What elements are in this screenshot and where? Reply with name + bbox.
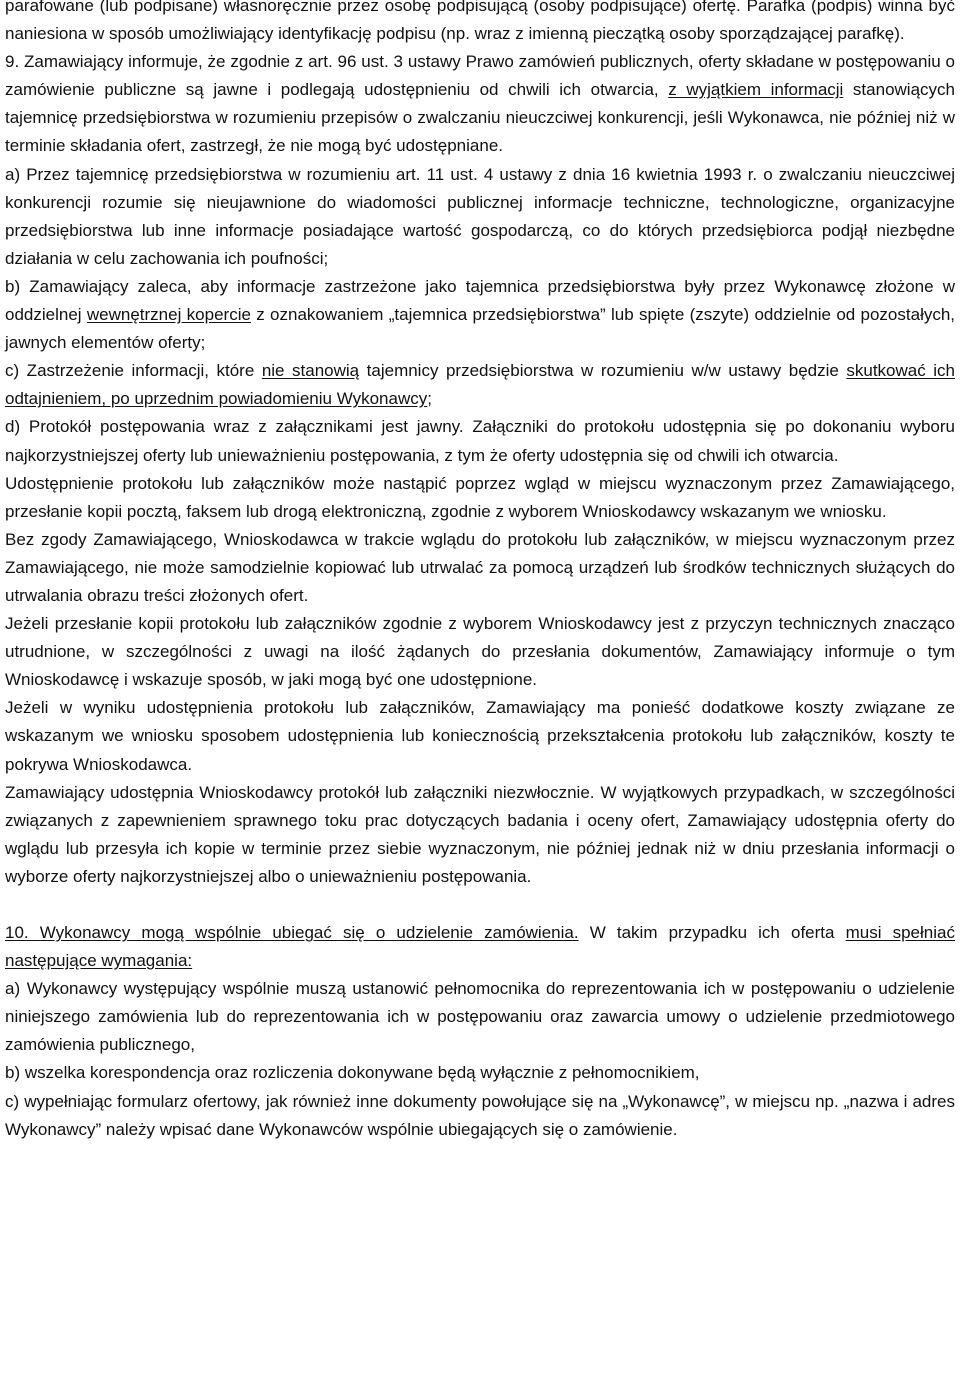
paragraph-9b-envelope xyxy=(5,273,955,357)
paragraph-10b-correspondence: b) wszelka korespondencja oraz rozliczenia dokonywane będą wyłącznie z pełnomocnikiem, xyxy=(5,1063,700,1083)
p9-underlined-exception: z wyjątkiem informacji xyxy=(668,80,844,100)
paragraph-immediate-sharing: Zamawiający udostępnia Wnioskodawcy protokół lub załączniki niezwłocznie. W wyjątkowych przypadkach, w szczególności związanych z zapewnieniem sprawnego toku prac dotyczących badania i oceny ofert, Zamawiający udostępnia oferty do wglądu lub przesyła ich kopie w terminie przez siebie wyznaczonym, nie później jednak niż w dniu przesłania informacji o wyborze oferty najkorzystniejszej albo o unieważnieniu postępowania. xyxy=(5,782,955,886)
p9c-text-b: tajemnicy przedsiębiorstwa w rozumieniu w/w ustawy będzie xyxy=(359,361,847,381)
p9b-text-b: z oznakowaniem „tajemnica przedsiębiorstwa” lub spięte (zszyte) oddzielnie od pozostałych, jawnych elementów oferty; xyxy=(5,305,956,353)
paragraph-technical-difficulty: Jeżeli przesłanie kopii protokołu lub załączników zgodnie z wyborem Wnioskodawcy jest z przyczyn technicznych znacząco utrudnione, w szczególności z uwagi na ilość żądanych do przesłania dokumentów, Zamawiający informuje o tym Wnioskodawcę i wskazuje sposób, w jaki mogą być one udostępnione. xyxy=(5,614,955,690)
p10-text-a: W takim przypadku ich oferta xyxy=(578,923,846,942)
paragraph-10-joint-bid xyxy=(5,919,955,975)
paragraph-10c-offer-form: c) wypełniając formularz ofertowy, jak również inne dokumenty powołujące się na „Wykonawcę”, w miejscu np. „nazwa i adres Wykonawcy” należy wpisać dane Wykonawców wspólnie ubiegających się o zamówienie. xyxy=(5,1091,955,1139)
paragraph-9a-trade-secret: a) Przez tajemnicę przedsiębiorstwa w rozumieniu art. 11 ust. 4 ustawy z dnia 16 kwietnia 1993 r. o zwalczaniu nieuczciwej konkurencji rozumie się nieujawnione do wiadomości publicznej informacje techniczne, technologiczne, organizacyjne przedsiębiorstwa lub inne informacje posiadające wartość gospodarczą, co do których przedsiębiorca podjął niezbędne działania w celu zachowania ich poufności; xyxy=(5,164,955,268)
p9-text-b: stanowiących tajemnicę przedsiębiorstwa w rozumieniu przepisów o zwalczaniu nieuczciwej konkurencji, jeśli Wykonawca, nie później niż w terminie składania ofert, zastrzegł, że nie mogą być udostępniane. xyxy=(5,80,955,156)
p9c-text-a: c) Zastrzeżenie informacji, które xyxy=(5,361,262,381)
paragraph-10a-proxy: a) Wykonawcy występujący wspólnie muszą ustanowić pełnomocnika do reprezentowania ich w postępowaniu o udzielenie niniejszego zamówienia lub do reprezentowania ich w postępowaniu oraz zawarcia umowy o udzielenie przedmiotowego zamówienia publicznego, xyxy=(5,979,955,1055)
p9-text-a: 9. Zamawiający informuje, że zgodnie z art. 96 ust. 3 ustawy Prawo zamówień publicznych, oferty składane w postępowaniu o zamówienie publiczne są jawne i podlegają udostępnieniu od chwili ich otwarcia, xyxy=(5,52,955,100)
p9b-text-a: b) Zamawiający zaleca, aby informacje zastrzeżone jako tajemnica przedsiębiorstwa były przez Wykonawcę złożone w oddzielnej xyxy=(5,276,955,325)
p9c-underlined-1: nie stanowią xyxy=(261,361,360,381)
p10-underlined-heading: 10. Wykonawcy mogą wspólnie ubiegać się o udzielenie zamówienia. xyxy=(5,923,579,942)
paragraph-9-disclosure xyxy=(5,48,955,160)
p9c-underlined-2: skutkować ich odtajnieniem, po uprzednim powiadomieniu Wykonawcy xyxy=(5,361,955,409)
p9c-text-c: ; xyxy=(427,389,432,409)
paragraph-signature: parafowane (lub podpisane) własnoręcznie przez osobę podpisującą (osoby podpisujące) ofertę. Parafka (podpis) winna być naniesiona w sposób umożliwiający identyfikację podpisu (np. wraz z imienną pieczątką osoby sporządzającej parafkę). xyxy=(5,0,955,44)
paragraph-no-copying: Bez zgody Zamawiającego, Wnioskodawca w trakcie wglądu do protokołu lub załączników, w miejscu wyznaczonym przez Zamawiającego, nie może samodzielnie kopiować lub utrwalać za pomocą urządzeń lub środków technicznych służących do utrwalania obrazu treści złożonych ofert. xyxy=(5,529,955,605)
p9b-underlined-envelope: wewnętrznej kopercie xyxy=(86,305,251,325)
paragraph-9c-reservation xyxy=(5,357,955,413)
paragraph-9d-protocol: d) Protokół postępowania wraz z załącznikami jest jawny. Załączniki do protokołu udostępnia się po dokonaniu wyboru najkorzystniejszej oferty lub unieważnieniu postępowania, z tym że oferty udostępnia się od chwili ich otwarcia. xyxy=(5,417,955,465)
paragraph-additional-costs: Jeżeli w wyniku udostępnienia protokołu lub załączników, Zamawiający ma ponieść dodatkowe koszty związane ze wskazanym we wniosku sposobem udostępnienia lub koniecznością przekształcenia protokołu lub załączników, koszty te pokrywa Wnioskodawca. xyxy=(5,698,955,774)
p10-underlined-requirements: musi spełniać następujące wymagania: xyxy=(5,923,955,971)
paragraph-sharing-method: Udostępnienie protokołu lub załączników może nastąpić poprzez wgląd w miejscu wyznaczonym przez Zamawiającego, przesłanie kopii pocztą, faksem lub drogą elektroniczną, zgodnie z wyborem Wnioskodawcy wskazanym we wniosku. xyxy=(5,473,955,521)
